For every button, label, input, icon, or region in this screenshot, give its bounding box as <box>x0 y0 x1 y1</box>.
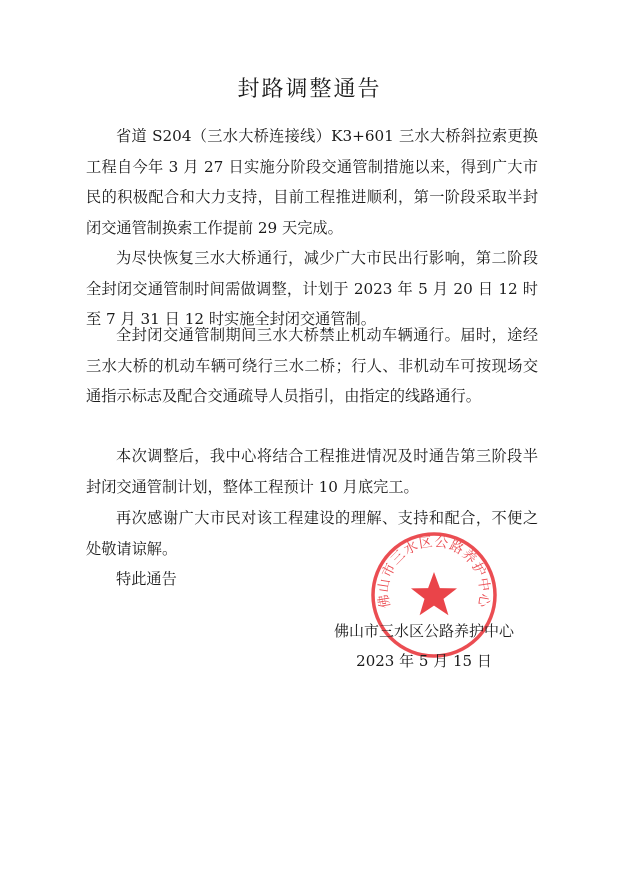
paragraph-4: 本次调整后，我中心将结合工程推进情况及时通告第三阶段半封闭交通管制计划，整体工程预计 10 月底完工。 <box>86 447 538 496</box>
seal-text: 佛山市三水区公路养护中心 <box>375 534 493 610</box>
issuing-organization: 佛山市三水区公路养护中心 <box>333 622 514 640</box>
issue-date: 2023 年 5 月 15 日 <box>356 652 492 670</box>
paragraph-5: 再次感谢广大市民对该工程建设的理解、支持和配合，不便之处敬请谅解。 <box>86 509 538 558</box>
notice-title: 封路调整通告 <box>237 77 382 102</box>
paragraph-2: 为尽快恢复三水大桥通行，减少广大市民出行影响，第二阶段全封闭交通管制时间需做调整，计划于 2023 年 5 月 20 日 12 时至 7 月 31 日 12 时实施全封闭交通管制。 <box>86 249 538 328</box>
paragraph-3: 全封闭交通管制期间三水大桥禁止机动车辆通行。届时，途经三水大桥的机动车辆可绕行三水二桥；行人、非机动车可按现场交通指示标志及配合交通疏导人员指引，由指定的线路通行。 <box>86 326 538 405</box>
closing-remark: 特此通告 <box>116 570 177 588</box>
paragraph-1: 省道 S204（三水大桥连接线）K3+601 三水大桥斜拉索更换工程自今年 3 月 27 日实施分阶段交通管制措施以来，得到广大市民的积极配合和大力支持，目前工程推进顺利，第一阶段采取半封闭交通管制换索工作提前 29 天完成。 <box>86 127 538 237</box>
